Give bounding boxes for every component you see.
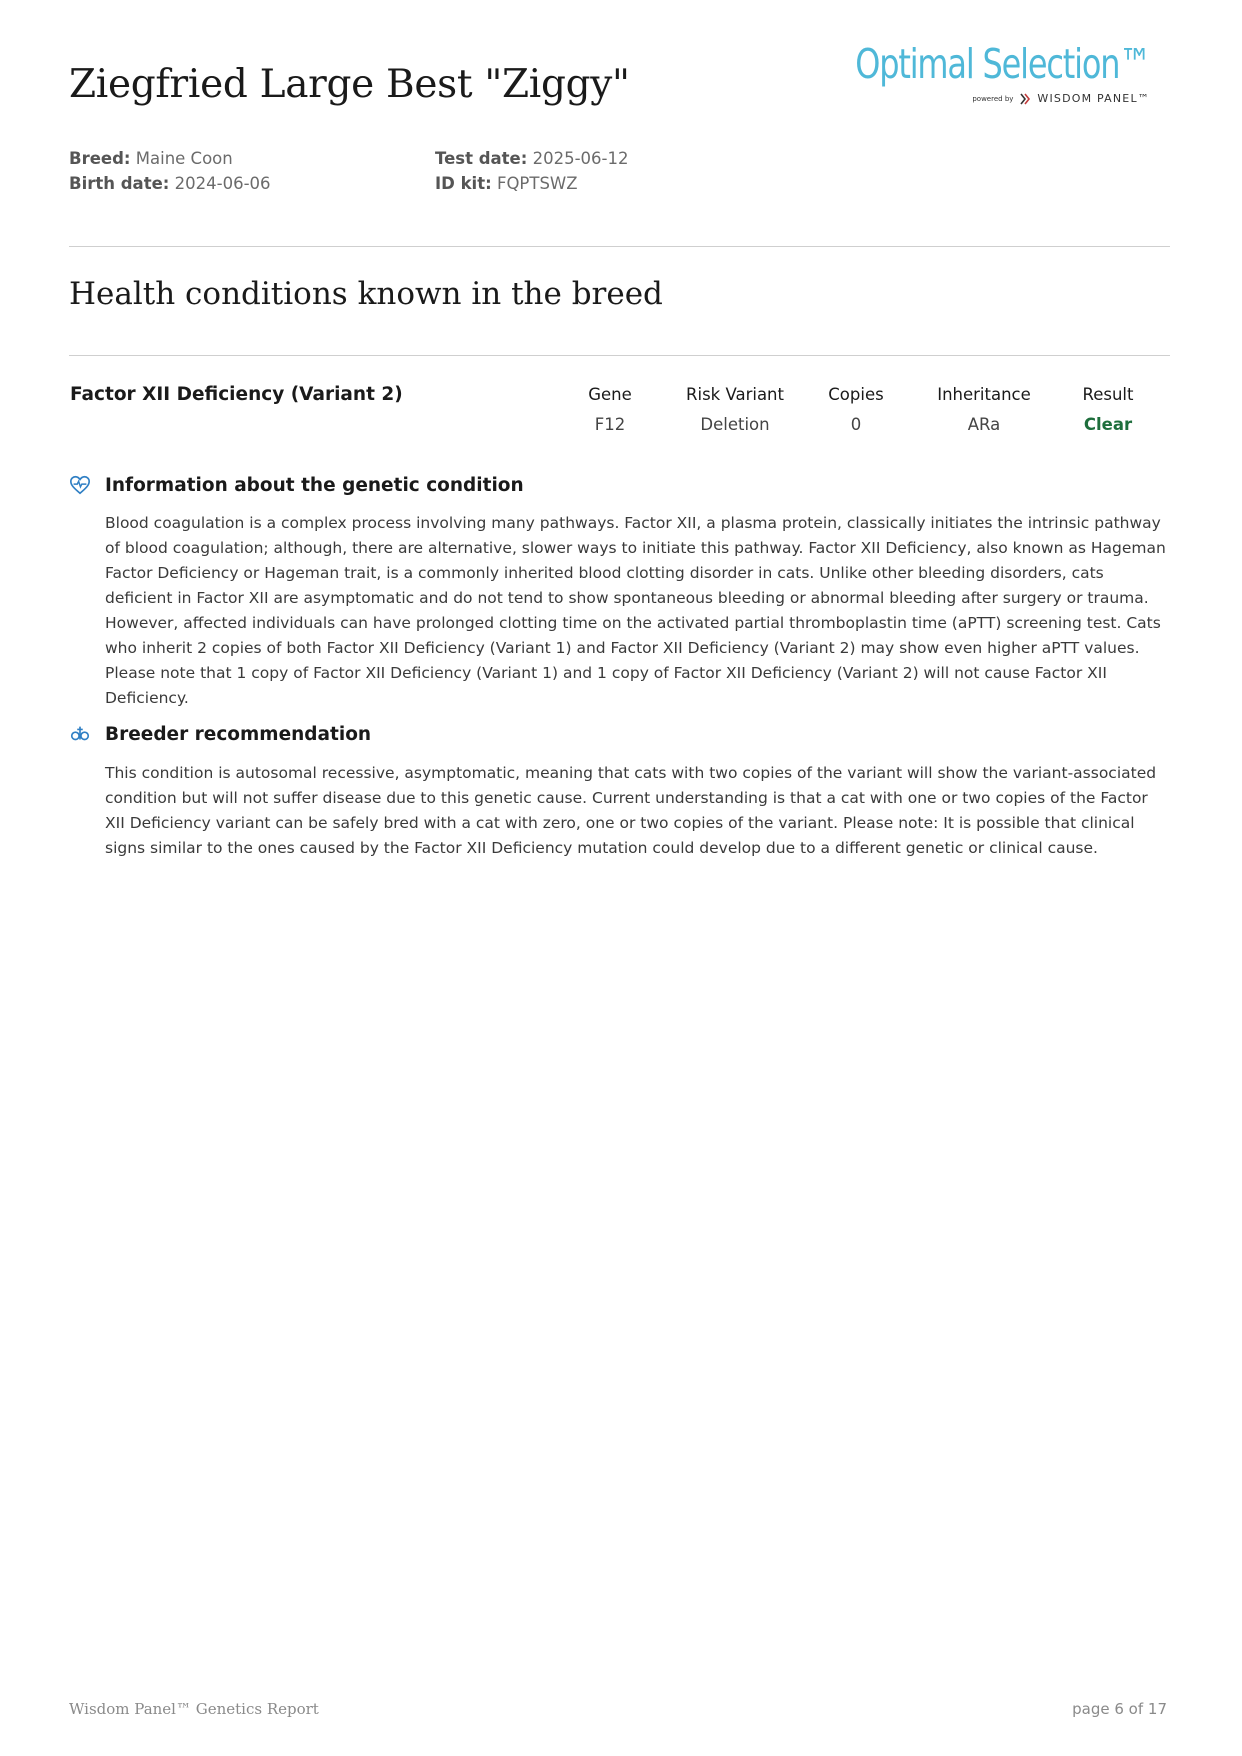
test-date-label: Test date:: [435, 149, 528, 168]
gene-header: Gene: [588, 385, 632, 404]
meta-left-block: [69, 146, 271, 196]
pet-name-title: Ziegfried Large Best "Ziggy": [69, 62, 630, 107]
logo-wordmark: Optimal Selection™: [855, 40, 1150, 88]
inheritance-column: [914, 384, 1054, 436]
footer-page-number: page 6 of 17: [1072, 1700, 1167, 1718]
logo-brand-label: WISDOM PANEL™: [1037, 92, 1150, 105]
inheritance-value: ARa: [967, 415, 1001, 434]
breed-value: Maine Coon: [135, 149, 233, 168]
footer-report-title: Wisdom Panel™ Genetics Report: [69, 1700, 319, 1718]
birth-date-label: Birth date:: [69, 174, 170, 193]
inheritance-header: Inheritance: [937, 385, 1031, 404]
id-kit-row: [435, 171, 628, 196]
copies-value: 0: [850, 415, 862, 434]
id-kit-value: FQPTSWZ: [496, 174, 578, 193]
heart-pulse-icon: [69, 474, 91, 496]
wisdom-panel-mark-icon: [1019, 93, 1031, 105]
logo-powered-by: [972, 92, 1150, 105]
optimal-selection-logo: [855, 40, 1160, 110]
logo-powered-label: powered by: [972, 94, 1014, 103]
divider-section: [69, 355, 1170, 356]
meta-right-block: [435, 146, 628, 196]
test-date-value: 2025-06-12: [532, 149, 629, 168]
breeder-heading: Breeder recommendation: [105, 723, 372, 745]
pedigree-icon: [69, 723, 91, 745]
info-heading-row: [69, 474, 524, 496]
birth-date-value: 2024-06-06: [174, 174, 271, 193]
breeder-heading-row: [69, 723, 371, 745]
result-value-badge: Clear: [1083, 415, 1133, 434]
risk-variant-value: Deletion: [700, 415, 770, 434]
breed-label: Breed:: [69, 149, 131, 168]
result-header: Result: [1082, 385, 1134, 404]
breed-row: [69, 146, 271, 171]
gene-column: [540, 384, 680, 436]
gene-value: F12: [594, 415, 626, 434]
birth-date-row: [69, 171, 271, 196]
copies-header: Copies: [828, 385, 884, 404]
id-kit-label: ID kit:: [435, 174, 492, 193]
breeder-paragraph: This condition is autosomal recessive, asymptomatic, meaning that cats with two copies of the variant will show the variant-associated condition but will not suffer disease due to this genetic cause. Current understanding is that a cat with one or two copies of the Factor XII Deficiency variant can be safely bred with a cat with zero, one or two copies of the variant. Please note: It is possible that clinical signs similar to the ones caused by the Factor XII Deficiency mutation could develop due to a different genetic or clinical cause.: [105, 764, 1157, 857]
divider-top: [69, 246, 1170, 247]
result-column: [1038, 384, 1178, 436]
risk-variant-header: Risk Variant: [686, 385, 784, 404]
risk-variant-column: [665, 384, 805, 436]
section-title: Health conditions known in the breed: [69, 276, 663, 312]
condition-name: Factor XII Deficiency (Variant 2): [70, 384, 403, 405]
info-paragraph: Blood coagulation is a complex process involving many pathways. Factor XII, a plasma protein, classically initiates the intrinsic pathway of blood coagulation; although, there are alternative, slower ways to initiate this pathway. Factor XII Deficiency, also known as Hageman Factor Deficiency or Hageman trait, is a commonly inherited blood clotting disorder in cats. Unlike other bleeding disorders, cats deficient in Factor XII are asymptomatic and do not tend to show spontaneous bleeding or abnormal bleeding after surgery or trauma. However, affected individuals can have prolonged clotting time on the activated partial thromboplastin time (aPTT) screening test. Cats who inherit 2 copies of both Factor XII Deficiency (Variant 1) and Factor XII Deficiency (Variant 2) may show even higher aPTT values. Please note that 1 copy of Factor XII Deficiency (Variant 1) and 1 copy of Factor XII Deficiency (Variant 2) will not cause Factor XII Deficiency.: [105, 514, 1166, 707]
info-heading: Information about the genetic condition: [105, 474, 524, 496]
test-date-row: [435, 146, 628, 171]
copies-column: [786, 384, 926, 436]
